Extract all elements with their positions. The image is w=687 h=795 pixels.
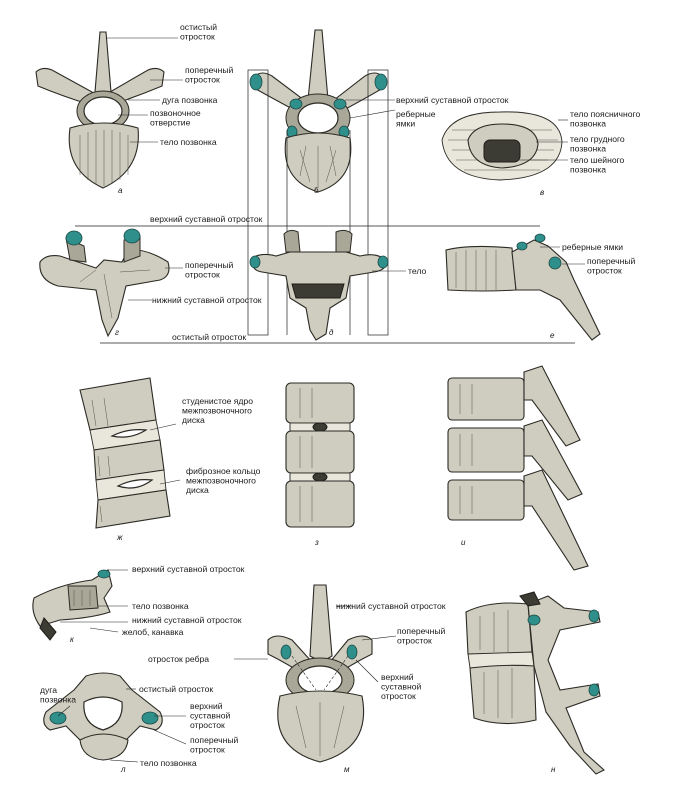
label-k-superior-articular-process: верхний суставной отросток [132,564,245,574]
label-d-body: тело [408,266,427,276]
label-zh-nucleus-pulposus: студенистое ядро межпозвоночного диска [182,396,253,426]
label-a-vertebral-foramen: позвоночное отверстие [150,108,201,128]
label-e-costal-facets: реберные ямки [562,242,624,252]
label-g-transverse-process: поперечный отросток [185,260,234,280]
figure-a-vertebra-top-view [36,32,164,188]
label-l-spinous-process: остистый отросток [139,684,214,694]
figure-m-lumbar-top [268,585,372,762]
figure-letter-a: а [118,186,123,195]
label-v-cervical-body: тело шейного позвонка [570,155,625,175]
figure-letter-i: и [461,538,466,547]
label-a-transverse-process: поперечный отросток [185,65,234,85]
figure-letter-m: м [344,765,350,774]
label-l-superior-articular-process: верхний суставной отросток [190,701,231,731]
figure-z-column-front [286,383,354,527]
label-k-groove: желоб, канавка [122,627,184,637]
figure-zh-spine-segment-discs [80,378,170,528]
label-v-thoracic-body: тело грудного позвонка [570,134,625,154]
label-a-vertebral-body: тело позвонка [160,137,217,147]
label-k-vertebral-body: тело позвонка [132,601,189,611]
figure-i-column-lateral [448,366,588,570]
figure-b-thoracic-vertebra-top [250,30,387,192]
label-a-vertebral-arch: дуга позвонка [162,95,218,105]
label-g-superior-articular-process: верхний суставной отросток [150,214,263,224]
figure-d-vertebra-posterior [250,230,388,340]
figure-letter-n: н [551,765,556,774]
label-l-transverse-process: поперечный отросток [190,735,239,755]
label-b-superior-articular-process: верхний суставной отросток [396,95,509,105]
figure-letter-zh: ж [117,533,123,542]
label-m-superior-articular-process: верхний суставной отросток [381,672,422,702]
figure-letter-z: з [315,538,319,547]
label-v-lumbar-body: тело поясничного позвонка [570,109,641,129]
figure-letter-g: г [115,328,119,337]
figure-letter-k: к [70,635,74,644]
label-b-costal-facets: реберные ямки [396,109,436,129]
label-m-costal-process: отросток ребра [148,654,210,664]
label-k-inferior-articular-process: нижний суставной отросток [132,615,242,625]
figure-letter-b: б [314,186,319,195]
figure-letter-l: л [121,765,126,774]
figure-letter-e: е [550,331,555,340]
label-l-vertebral-body: тело позвонка [140,758,197,768]
figure-n-lumbar-pair-oblique [466,592,604,774]
label-e-transverse-process: поперечный отросток [587,256,636,276]
label-m-inferior-articular-process: нижний суставной отросток [336,601,446,611]
label-a-spinous-process: остистый отросток [180,22,218,42]
figure-letter-d: д [329,328,334,337]
label-g-inferior-articular-process: нижний суставной отросток [152,295,262,305]
figure-letter-v: в [540,188,545,197]
label-m-transverse-process: поперечный отросток [397,626,446,646]
figure-g-vertebra-oblique [40,229,169,336]
label-zh-annulus-fibrosus: фиброзное кольцо межпозвоночного диска [186,466,261,496]
figure-v-vertebral-bodies-comparison [442,112,562,180]
label-l-vertebral-arch: дуга позвонка [40,685,76,705]
label-g-spinous-process: остистый отросток [172,332,247,342]
